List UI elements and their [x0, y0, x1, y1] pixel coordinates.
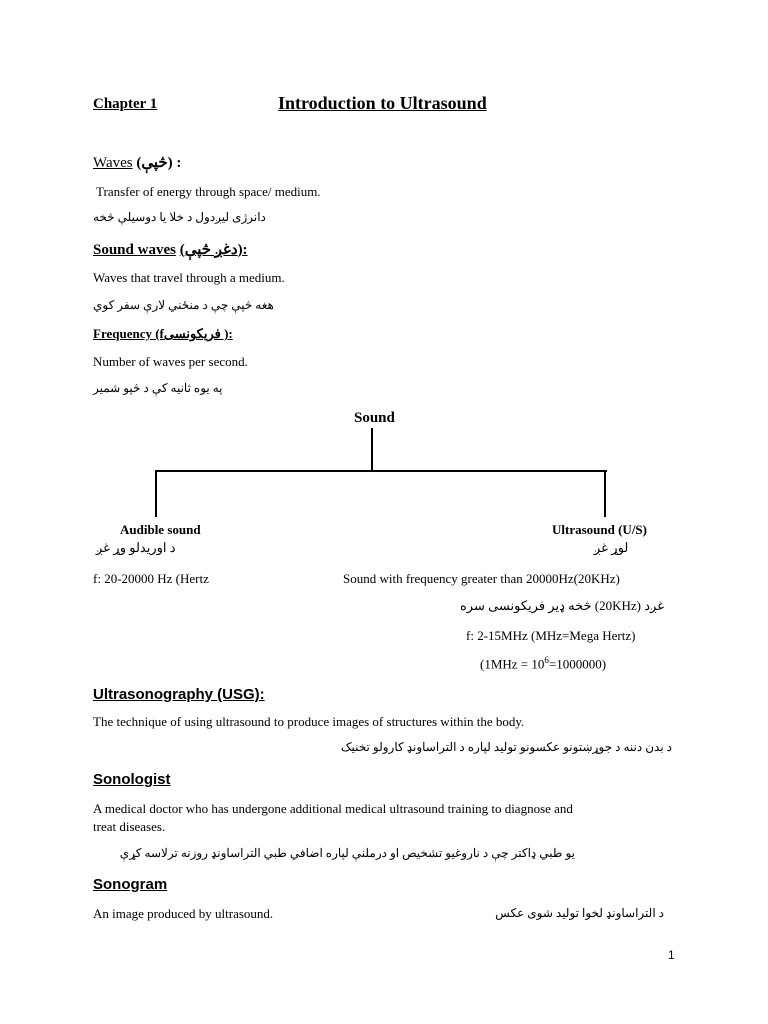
waves-heading-label: Waves — [93, 155, 133, 171]
sonologist-pashto: یو طبي ډاکتر چې د ناروغیو تشخیص او درملنې لپاره اضافي طبي التراساونډ روزنه ترلاسه کړې — [119, 846, 575, 860]
frequency-definition: Number of waves per second. — [93, 354, 248, 369]
diagram-horizontal-connector — [155, 470, 607, 472]
sonogram-heading: Sonogram — [93, 876, 168, 893]
megahertz-definition — [480, 655, 606, 672]
page-title: Introduction to Ultrasound — [278, 93, 487, 113]
page-number: 1 — [668, 948, 675, 962]
usg-pashto: د بدن دننه د جوړښتونو عکسونو تولید لپاره د التراساونډ کارولو تخنیک — [340, 740, 672, 754]
sonologist-definition-line2: treat diseases. — [93, 819, 166, 834]
waves-heading-pashto: (څپې) : — [136, 155, 182, 171]
sound-waves-definition: Waves that travel through a medium. — [93, 270, 285, 285]
sound-waves-heading — [93, 240, 248, 259]
ultrasound-frequency-definition: Sound with frequency greater than 20000Hz(20KHz) — [343, 571, 620, 586]
usg-heading: Ultrasonography (USG): — [93, 686, 265, 703]
megahertz-suffix: =1000000) — [548, 656, 607, 672]
audible-sound-pashto: د اوریدلو وړ غږ — [96, 540, 176, 555]
frequency-pashto: په یوه ثانیه کې د څپو شمیر — [93, 381, 223, 395]
audible-range: f: 20-20000 Hz (Hertz — [93, 571, 209, 586]
usg-definition: The technique of using ultrasound to produce images of structures within the body. — [93, 714, 525, 729]
waves-heading — [93, 153, 181, 172]
chapter-label: Chapter 1 — [93, 96, 158, 112]
sonologist-heading: Sonologist — [93, 771, 171, 788]
waves-definition: Transfer of energy through space/ medium. — [96, 184, 321, 199]
frequency-heading-pashto: فریکونسی ): — [163, 326, 233, 341]
waves-pashto: دانرژی لیږدول د خلا یا دوسیلې څخه — [93, 210, 266, 224]
sonologist-definition-line1: A medical doctor who has undergone additional medical ultrasound training to diagnose and — [93, 801, 573, 816]
sound-waves-pashto: هغه څپې چې د منځني لارې سفر کوي — [93, 298, 274, 312]
diagram-root-label: Sound — [354, 410, 395, 426]
ultrasound-pashto: لوړ غږ — [594, 540, 629, 555]
sonogram-definition: An image produced by ultrasound. — [93, 906, 274, 921]
frequency-heading-label: Frequency (f — [93, 326, 164, 341]
ultrasound-label: Ultrasound (U/S) — [552, 522, 647, 537]
diagram-left-connector — [155, 470, 157, 517]
sound-waves-heading-label: Sound waves — [93, 242, 176, 258]
diagram-root-connector — [371, 428, 373, 471]
diagram-right-connector — [604, 470, 606, 517]
audible-sound-label: Audible sound — [120, 522, 201, 537]
sound-waves-heading-pashto: (دغږ څپې): — [179, 242, 248, 258]
sonogram-pashto: د التراساونډ لخوا تولید شوی عکس — [495, 906, 664, 920]
ultrasound-frequency-pashto: غږد (20KHz) څخه ډیر فریکونسی سره — [459, 598, 664, 613]
frequency-heading — [93, 326, 233, 342]
ultrasound-range: f: 2-15MHz (MHz=Mega Hertz) — [466, 628, 636, 643]
megahertz-exponent: 6 — [544, 655, 549, 665]
megahertz-prefix: (1MHz = 10 — [480, 656, 545, 672]
